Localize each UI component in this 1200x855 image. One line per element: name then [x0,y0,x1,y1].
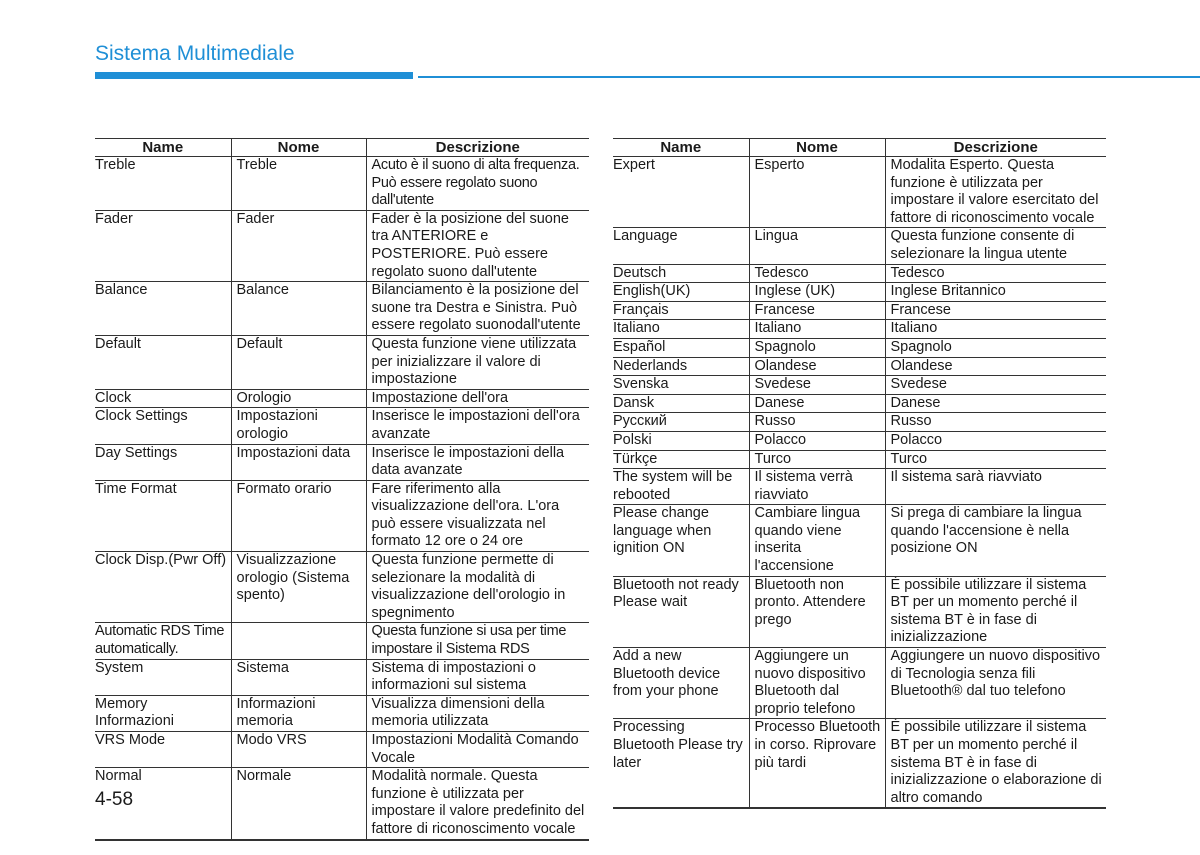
cell-descrizione: Questa funzione consente di selezionare la lingua utente [885,228,1106,264]
table-row [613,264,1106,283]
cell-name: System [95,659,144,676]
cell-descrizione: Sistema di impostazioni o informazioni sul sistema [366,659,589,695]
cell-name: Normal [95,768,142,785]
table-row [613,505,1106,576]
cell-descrizione: Danese [885,394,1106,413]
table-row [613,357,1106,376]
cell-nome: Aggiungere un nuovo dispositivo Bluetooth dal proprio telefono [749,648,885,719]
cell-nome: Balance [231,282,366,336]
table-row [613,283,1106,302]
cell-nome: Formato orario [231,480,366,551]
table-row [613,576,1106,647]
cell-name: Bluetooth not ready Please wait [613,576,739,611]
cell-nome: Orologio [231,389,366,408]
cell-descrizione: Francese [885,301,1106,320]
header-rule-thin [418,76,1200,78]
cell-name: Deutsch [613,264,667,281]
table-row [613,157,1106,228]
cell-nome: Lingua [749,228,885,264]
cell-name: Memory Informazioni [95,695,174,730]
table-row [613,450,1106,469]
settings-table-left [95,138,589,841]
cell-name: Treble [95,157,136,173]
cell-name: English(UK) [613,283,691,300]
cell-nome: Russo [749,413,885,432]
cell-descrizione: Si prega di cambiare la lingua quando l'accensione è nella posizione ON [885,505,1106,576]
table-row [613,301,1106,320]
cell-nome: Danese [749,394,885,413]
cell-nome: Polacco [749,431,885,450]
cell-nome [231,623,366,659]
table-row [95,480,589,551]
cell-descrizione: Svedese [885,376,1106,395]
cell-nome: Processo Bluetooth in corso. Riprovare più tardi [749,719,885,808]
cell-name: Nederlands [613,357,688,374]
cell-nome: Treble [231,157,366,211]
cell-descrizione: Tedesco [885,264,1106,283]
cell-nome: Olandese [749,357,885,376]
cell-descrizione: Inglese Britannico [885,283,1106,302]
cell-descrizione: Russo [885,413,1106,432]
cell-name: Processing Bluetooth Please try later [613,719,743,771]
cell-name: Svenska [613,376,669,393]
cell-nome: Svedese [749,376,885,395]
cell-name: Please change language when ignition ON [613,505,712,557]
settings-table-right [613,138,1106,809]
cell-descrizione: Visualizza dimensioni della memoria utilizzata [366,695,589,731]
cell-name: Default [95,335,141,352]
cell-descrizione: Spagnolo [885,338,1106,357]
cell-nome: Bluetooth non pronto. Attendere prego [749,576,885,647]
cell-name: Français [613,301,669,318]
cell-name: Clock Settings [95,408,188,425]
cell-descrizione: Impostazione dell'ora [366,389,589,408]
cell-descrizione: Modalità normale. Questa funzione è utilizzata per impostare il valore predefinito del fattore di riconoscimento vocale [366,768,589,840]
cell-name: Add a new Bluetooth device from your phone [613,648,721,700]
column-header-descrizione: Descrizione [885,139,1106,157]
cell-descrizione: Aggiungere un nuovo dispositivo di Tecnologia senza fili Bluetooth® dal tuo telefono [885,648,1106,719]
table-header-row [613,139,1106,157]
cell-name: Español [613,338,666,355]
cell-descrizione: Italiano [885,320,1106,339]
cell-nome: Cambiare lingua quando viene inserita l'accensione [749,505,885,576]
cell-nome: Spagnolo [749,338,885,357]
cell-nome: Inglese (UK) [749,283,885,302]
cell-name: Language [613,228,678,245]
column-header-name: Name [142,139,184,156]
cell-nome: Impostazioni data [231,444,366,480]
cell-name: Italiano [613,320,660,337]
table-row [613,431,1106,450]
table-row [613,228,1106,264]
table-row [613,338,1106,357]
cell-name: Automatic RDS Time automatically. [95,623,225,658]
cell-nome: Fader [231,210,366,281]
cell-nome: Impostazioni orologio [231,408,366,444]
table-row [613,719,1106,808]
cell-descrizione: Il sistema sarà riavviato [885,469,1106,505]
table-header-row [95,139,589,157]
cell-name: Clock [95,389,132,406]
table-row [613,320,1106,339]
table-row [95,695,589,731]
header-rule-thick [95,72,413,79]
table-row [95,552,589,623]
cell-descrizione: È possibile utilizzare il sistema BT per un momento perché il sistema BT è in fase di inizializzazione o elaborazione di altro comando [885,719,1106,808]
column-header-nome: Nome [231,139,366,157]
table-row [95,210,589,281]
table-row [95,389,589,408]
cell-name: Time Format [95,480,177,497]
cell-nome: Visualizzazione orologio (Sistema spento) [231,552,366,623]
table-row [95,768,589,840]
cell-descrizione: Questa funzione viene utilizzata per inizializzare il valore di impostazione [366,335,589,389]
table-row [95,623,589,659]
cell-descrizione: Fare riferimento alla visualizzazione dell'ora. L'ora può essere visualizzata nel formato 12 ore o 24 ore [366,480,589,551]
table-row [613,376,1106,395]
table-row [95,282,589,336]
column-header-name: Name [660,139,702,156]
cell-nome: Turco [749,450,885,469]
cell-nome: Tedesco [749,264,885,283]
table-row [95,335,589,389]
column-header-nome: Nome [749,139,885,157]
section-title: Sistema Multimediale [95,42,295,65]
table-row [95,408,589,444]
cell-name: Day Settings [95,444,178,461]
cell-descrizione: Turco [885,450,1106,469]
table-row [95,157,589,211]
cell-name: VRS Mode [95,732,166,748]
table-row [95,444,589,480]
cell-nome: Default [231,335,366,389]
cell-nome: Sistema [231,659,366,695]
cell-descrizione: Impostazioni Modalità Comando Vocale [366,732,589,768]
cell-nome: Francese [749,301,885,320]
column-header-descrizione: Descrizione [366,139,589,157]
cell-descrizione: Acuto è il suono di alta frequenza. Può essere regolato suono dall'utente [366,157,589,211]
cell-name: The system will be rebooted [613,469,733,503]
cell-descrizione: È possibile utilizzare il sistema BT per un momento perché il sistema BT è in fase di inizializzazione [885,576,1106,647]
table-row [613,394,1106,413]
cell-name: Clock Disp.(Pwr Off) [95,552,227,569]
cell-nome: Modo VRS [231,732,366,768]
cell-name: Polski [613,431,652,448]
cell-descrizione: Inserisce le impostazioni dell'ora avanzate [366,408,589,444]
cell-name: Türkçe [613,450,658,467]
table-row [613,648,1106,719]
cell-descrizione: Polacco [885,431,1106,450]
cell-descrizione: Inserisce le impostazioni della data avanzate [366,444,589,480]
page-number: 4-58 [95,789,134,810]
cell-nome: Esperto [749,157,885,228]
cell-descrizione: Olandese [885,357,1106,376]
cell-name: Русский [613,413,667,430]
cell-nome: Normale [231,768,366,840]
cell-name: Fader [95,210,133,227]
table-row [613,413,1106,432]
cell-descrizione: Questa funzione si usa per time impostare il Sistema RDS [366,623,589,659]
cell-descrizione: Fader è la posizione del suone tra ANTERIORE e POSTERIORE. Può essere regolato suono dall'utente [366,210,589,281]
table-row [95,732,589,768]
cell-descrizione: Questa funzione permette di selezionare la modalità di visualizzazione dell'orologio in spegnimento [366,552,589,623]
cell-nome: Italiano [749,320,885,339]
cell-nome: Informazioni memoria [231,695,366,731]
table-row [613,469,1106,505]
cell-descrizione: Bilanciamento è la posizione del suone tra Destra e Sinistra. Può essere regolato suonodall'utente [366,282,589,336]
cell-descrizione: Modalita Esperto. Questa funzione è utilizzata per impostare il valore esercitato del fattore di riconoscimento vocale [885,157,1106,228]
cell-name: Expert [613,157,655,173]
cell-nome: Il sistema verrà riavviato [749,469,885,505]
table-row [95,659,589,695]
cell-name: Balance [95,282,148,299]
cell-name: Dansk [613,394,655,411]
